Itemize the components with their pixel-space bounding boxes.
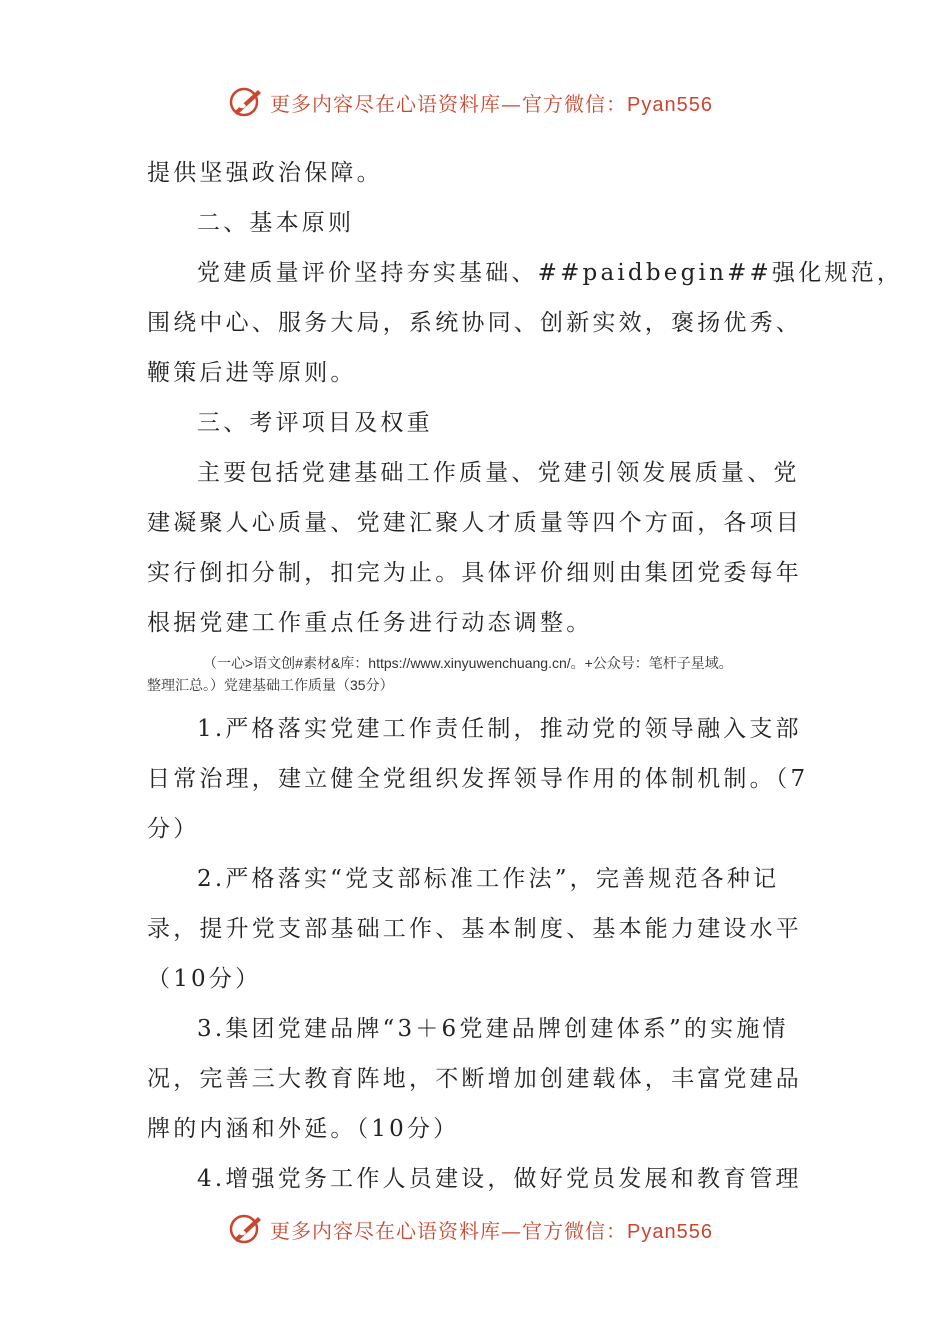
banner-wechat-id: Pyan556 <box>627 1220 713 1243</box>
paragraph-line: 根据党建工作重点任务进行动态调整。 <box>147 610 593 636</box>
pen-logo-icon <box>228 1211 264 1247</box>
header-banner <box>228 82 713 122</box>
footer-banner <box>228 1209 713 1249</box>
list-item-line: 况，完善三大教育阵地，不断增加创建载体，丰富党建品 <box>147 1066 802 1092</box>
banner-label: 更多内容尽在心语资料库—官方微信： <box>270 91 627 116</box>
paragraph-line: 主要包括党建基础工作质量、党建引领发展质量、党 <box>197 460 800 486</box>
paragraph-line: 党建质量评价坚持夯实基础、##paidbegin##强化规范， <box>197 260 904 286</box>
list-item-line: 4.增强党务工作人员建设，做好党员发展和教育管理 <box>197 1166 802 1192</box>
pen-logo-icon <box>228 84 264 120</box>
paragraph-line: 围绕中心、服务大局，系统协同、创新实效，褒扬优秀、 <box>147 310 802 336</box>
paragraph-line: 实行倒扣分制，扣完为止。具体评价细则由集团党委每年 <box>147 560 802 586</box>
banner-label: 更多内容尽在心语资料库—官方微信： <box>270 1218 627 1243</box>
source-note-line: （一心>语文创#素材&库：https://www.xinyuwenchuang.cn/。+公众号：笔杆子星域。 <box>203 655 733 671</box>
list-item-line: （10分） <box>147 966 262 992</box>
list-item-line: 分） <box>147 816 200 842</box>
paragraph-line: 鞭策后进等原则。 <box>147 360 357 386</box>
source-note <box>147 652 817 696</box>
list-item-line: 日常治理，建立健全党组织发挥领导作用的体制机制。（7 <box>147 766 809 792</box>
list-item-line: 2.严格落实“党支部标准工作法”，完善规范各种记 <box>197 866 780 892</box>
list-item-line: 录，提升党支部基础工作、基本制度、基本能力建设水平 <box>147 916 802 942</box>
section-heading: 二、基本原则 <box>197 210 355 236</box>
paragraph-line: 建凝聚人心质量、党建汇聚人才质量等四个方面，各项目 <box>147 510 802 536</box>
banner-text <box>270 88 713 117</box>
document-body <box>147 148 904 1204</box>
list-item-line: 牌的内涵和外延。（10分） <box>147 1116 460 1142</box>
banner-wechat-id: Pyan556 <box>627 93 713 116</box>
banner-text <box>270 1215 713 1244</box>
list-item-line: 3.集团党建品牌“3＋6党建品牌创建体系”的实施情 <box>197 1016 789 1042</box>
list-item-line: 1.严格落实党建工作责任制，推动党的领导融入支部 <box>197 716 802 742</box>
source-note-line: 整理汇总。）党建基础工作质量（35分） <box>147 677 394 693</box>
section-heading: 三、考评项目及权重 <box>197 410 433 436</box>
paragraph: 提供坚强政治保障。 <box>147 160 383 186</box>
